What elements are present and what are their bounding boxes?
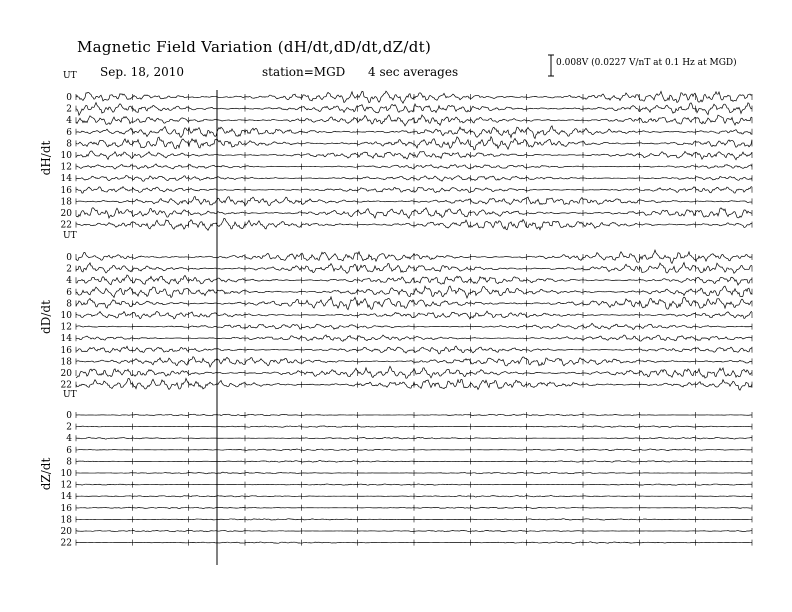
trace-line [76,196,752,206]
row-hour-label: 10 [60,469,72,479]
row-hour-label: 16 [60,345,72,356]
row-hour-label: 18 [60,357,72,368]
trace-line [76,275,752,285]
row-hour-label: 2 [66,104,72,115]
panel-dH-dt [39,71,752,231]
row-hour-label: 2 [66,264,72,275]
row-hour-label: 12 [60,480,72,491]
trace-line [76,115,752,126]
ut-axis-label: UT [63,71,77,81]
panel-dZ-dt [39,390,752,549]
row-hour-label: 0 [66,411,72,421]
row-hour-label: 22 [60,220,72,231]
row-hour-label: 16 [60,503,72,514]
row-hour-label: 6 [66,287,72,298]
date-label: Sep. 18, 2010 [100,65,185,79]
row-hour-label: 8 [66,139,72,150]
row-hour-label: 2 [66,422,72,433]
row-hour-label: 14 [60,174,72,185]
row-hour-label: 0 [66,93,72,103]
row-hour-label: 8 [66,457,72,468]
row-hour-label: 14 [60,492,72,503]
row-hour-label: 22 [60,380,72,391]
chart-title: Magnetic Field Variation (dH/dt,dD/dt,dZ/dt) [77,38,432,56]
row-hour-label: 8 [66,299,72,310]
trace-line [76,126,752,139]
trace-line [76,91,752,103]
row-hour-label: 6 [66,127,72,138]
station-label: station=MGD [262,65,346,79]
panel-dD-dt [39,231,752,391]
trace-line [76,262,752,273]
row-hour-label: 12 [60,322,72,333]
row-hour-label: 6 [66,445,72,456]
panel-ylabel: dZ/dt [39,457,53,491]
panel-ylabel: dD/dt [39,300,53,334]
row-hour-label: 20 [60,527,72,537]
row-hour-label: 0 [66,253,72,263]
row-hour-label: 10 [60,151,72,161]
row-hour-label: 4 [66,116,72,127]
scale-bar [548,55,554,76]
row-hour-label: 20 [60,209,72,219]
row-hour-label: 16 [60,185,72,196]
row-hour-label: 20 [60,369,72,379]
averaging-label: 4 sec averages [368,65,459,79]
row-hour-label: 22 [60,538,72,549]
panel-ylabel: dH/dt [39,140,53,176]
row-hour-label: 4 [66,434,72,445]
row-hour-label: 10 [60,311,72,321]
ut-axis-label: UT [63,390,77,400]
scale-bar-label: 0.008V (0.0227 V/nT at 0.1 Hz at MGD) [556,58,737,68]
row-hour-label: 4 [66,276,72,287]
row-hour-label: 18 [60,197,72,208]
row-hour-label: 14 [60,334,72,345]
row-hour-label: 18 [60,515,72,526]
row-hour-label: 12 [60,162,72,173]
ut-axis-label: UT [63,231,77,241]
